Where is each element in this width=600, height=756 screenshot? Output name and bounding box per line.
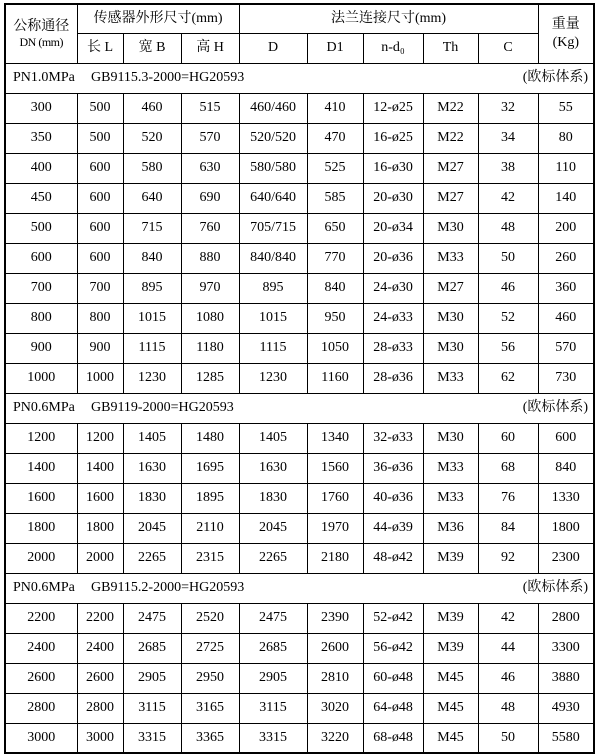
cell: 520 [123,123,181,153]
cell: 2475 [239,603,307,633]
cell: 520/520 [239,123,307,153]
cell: 880 [181,243,239,273]
dn-subtitle: DN (mm) [19,34,63,49]
section-standard-label: GB9119-2000=HG20593 [91,399,234,415]
cell: 12-ø25 [363,93,423,123]
cell: 580 [123,153,181,183]
cell: 62 [478,363,538,393]
cell: 450 [5,183,77,213]
cell: 3315 [123,723,181,753]
cell: 52 [478,303,538,333]
cell: 1160 [307,363,363,393]
cell: 895 [239,273,307,303]
cell: 2600 [77,663,123,693]
cell: 1400 [5,453,77,483]
cell: 46 [478,663,538,693]
cell: 2600 [307,633,363,663]
cell: 56 [478,333,538,363]
cell: 34 [478,123,538,153]
cell: 460 [538,303,594,333]
cell: 1050 [307,333,363,363]
table-row [5,603,594,633]
table-row [5,543,594,573]
cell: 950 [307,303,363,333]
cell: 2800 [77,693,123,723]
dn-title: 公称通径 [13,19,70,35]
cell: 1600 [77,483,123,513]
cell: 76 [478,483,538,513]
column-header-length-l: 长 L [77,33,123,63]
cell: 1630 [239,453,307,483]
table-row [5,183,594,213]
cell: 3000 [77,723,123,753]
cell: M39 [423,543,478,573]
cell: 2315 [181,543,239,573]
cell: 32 [478,93,538,123]
cell: M27 [423,273,478,303]
cell: 515 [181,93,239,123]
table-header [5,4,594,63]
cell: 600 [77,153,123,183]
cell: 3115 [239,693,307,723]
cell: 800 [5,303,77,333]
cell: 2800 [538,603,594,633]
cell: 840 [123,243,181,273]
cell: 700 [77,273,123,303]
section-header-row [5,573,594,603]
cell: 60 [478,423,538,453]
section-header-cell [5,63,594,93]
cell: M27 [423,183,478,213]
cell: 1800 [538,513,594,543]
cell: 3020 [307,693,363,723]
section-standard-label: GB9115.3-2000=HG20593 [91,69,245,85]
column-header-weight [538,4,594,63]
cell: 715 [123,213,181,243]
cell: 2390 [307,603,363,633]
weight-subtitle: (Kg) [552,34,580,50]
cell: 690 [181,183,239,213]
cell: 28-ø33 [363,333,423,363]
cell: 1830 [123,483,181,513]
cell: 800 [77,303,123,333]
cell: 1560 [307,453,363,483]
cell: 460 [123,93,181,123]
cell: 705/715 [239,213,307,243]
dimension-spec-table [4,3,595,754]
cell: 1760 [307,483,363,513]
cell: 1115 [239,333,307,363]
cell: 500 [77,93,123,123]
cell: 40-ø36 [363,483,423,513]
section-note-label: (欧标体系) [522,399,589,415]
cell: 900 [5,333,77,363]
cell: 3165 [181,693,239,723]
cell: 1115 [123,333,181,363]
cell: 16-ø25 [363,123,423,153]
cell: 1015 [239,303,307,333]
cell: 1285 [181,363,239,393]
cell: 2400 [5,633,77,663]
weight-title: 重量 [551,17,580,33]
cell: 1200 [5,423,77,453]
table-row [5,273,594,303]
cell: 1000 [77,363,123,393]
cell: 2200 [5,603,77,633]
cell: 300 [5,93,77,123]
cell: M36 [423,513,478,543]
cell: 770 [307,243,363,273]
group-header-sensor-dimensions: 传感器外形尺寸(mm) [77,4,239,33]
cell: 140 [538,183,594,213]
cell: 580/580 [239,153,307,183]
cell: 1405 [239,423,307,453]
cell: 68 [478,453,538,483]
section-header-cell [5,573,594,603]
cell: 570 [538,333,594,363]
column-header-n-d0: n-d₀ [363,33,423,63]
cell: 68-ø48 [363,723,423,753]
cell: 28-ø36 [363,363,423,393]
cell: 1630 [123,453,181,483]
cell: 650 [307,213,363,243]
cell: 42 [478,183,538,213]
column-header-c: C [478,33,538,63]
cell: M27 [423,153,478,183]
cell: 48 [478,693,538,723]
cell: 900 [77,333,123,363]
cell: 20-ø30 [363,183,423,213]
cell: 2685 [123,633,181,663]
cell: 2300 [538,543,594,573]
cell: 2800 [5,693,77,723]
cell: 1230 [123,363,181,393]
cell: 600 [77,243,123,273]
cell: 895 [123,273,181,303]
cell: 1895 [181,483,239,513]
cell: 525 [307,153,363,183]
cell: 1000 [5,363,77,393]
cell: 2520 [181,603,239,633]
column-header-dn [5,4,77,63]
column-header-height-h: 高 H [181,33,239,63]
cell: 640 [123,183,181,213]
cell: 410 [307,93,363,123]
cell: M39 [423,603,478,633]
cell: 3220 [307,723,363,753]
cell: 360 [538,273,594,303]
cell: 2045 [123,513,181,543]
cell: 1200 [77,423,123,453]
cell: 16-ø30 [363,153,423,183]
cell: 64-ø48 [363,693,423,723]
cell: 2265 [239,543,307,573]
section-pressure-label: PN0.6MPa [13,579,75,595]
cell: M30 [423,213,478,243]
cell: 600 [5,243,77,273]
cell: 730 [538,363,594,393]
cell: M45 [423,693,478,723]
cell: M30 [423,303,478,333]
cell: 24-ø30 [363,273,423,303]
table-row [5,303,594,333]
cell: 760 [181,213,239,243]
cell: 5580 [538,723,594,753]
cell: 585 [307,183,363,213]
cell: 24-ø33 [363,303,423,333]
cell: 38 [478,153,538,183]
cell: 2600 [5,663,77,693]
cell: 1080 [181,303,239,333]
table-row [5,153,594,183]
cell: 20-ø36 [363,243,423,273]
cell: M33 [423,483,478,513]
cell: 2950 [181,663,239,693]
cell: 2110 [181,513,239,543]
cell: 1405 [123,423,181,453]
cell: 400 [5,153,77,183]
cell: 200 [538,213,594,243]
cell: 1695 [181,453,239,483]
cell: 3115 [123,693,181,723]
table-row [5,243,594,273]
cell: 2265 [123,543,181,573]
group-header-flange-dimensions: 法兰连接尺寸(mm) [239,4,538,33]
cell: 3365 [181,723,239,753]
cell: 2685 [239,633,307,663]
cell: 1970 [307,513,363,543]
table-row [5,453,594,483]
cell: 44-ø39 [363,513,423,543]
cell: 600 [77,183,123,213]
table-row [5,213,594,243]
section-pressure-label: PN0.6MPa [13,399,75,415]
column-header-d: D [239,33,307,63]
cell: 2000 [77,543,123,573]
cell: 1015 [123,303,181,333]
table-row [5,693,594,723]
cell: 1480 [181,423,239,453]
cell: 600 [538,423,594,453]
cell: 840 [538,453,594,483]
cell: 500 [5,213,77,243]
cell: 1180 [181,333,239,363]
cell: 46 [478,273,538,303]
table-row [5,333,594,363]
cell: M39 [423,633,478,663]
cell: 48 [478,213,538,243]
cell: 600 [77,213,123,243]
cell: 970 [181,273,239,303]
cell: 52-ø42 [363,603,423,633]
cell: M30 [423,333,478,363]
cell: 3000 [5,723,77,753]
cell: 2810 [307,663,363,693]
table-row [5,633,594,663]
cell: 2045 [239,513,307,543]
table-body [5,63,594,753]
cell: 2905 [123,663,181,693]
cell: M33 [423,453,478,483]
cell: 4930 [538,693,594,723]
cell: 32-ø33 [363,423,423,453]
cell: 50 [478,243,538,273]
cell: 2400 [77,633,123,663]
cell: 50 [478,723,538,753]
cell: 1600 [5,483,77,513]
cell: 1230 [239,363,307,393]
cell: 48-ø42 [363,543,423,573]
table-row [5,723,594,753]
column-header-width-b: 宽 B [123,33,181,63]
table-row [5,483,594,513]
cell: M33 [423,363,478,393]
cell: 3880 [538,663,594,693]
cell: 1800 [5,513,77,543]
section-note-label: (欧标体系) [522,69,589,85]
cell: 56-ø42 [363,633,423,663]
cell: 700 [5,273,77,303]
cell: 92 [478,543,538,573]
cell: M22 [423,123,478,153]
section-pressure-label: PN1.0MPa [13,69,75,85]
cell: 60-ø48 [363,663,423,693]
cell: 2475 [123,603,181,633]
cell: 3315 [239,723,307,753]
cell: M45 [423,723,478,753]
section-header-row [5,63,594,93]
cell: 3300 [538,633,594,663]
cell: M30 [423,423,478,453]
cell: 840/840 [239,243,307,273]
cell: 42 [478,603,538,633]
cell: 20-ø34 [363,213,423,243]
column-header-th: Th [423,33,478,63]
cell: 36-ø36 [363,453,423,483]
cell: 55 [538,93,594,123]
section-header-row [5,393,594,423]
table-row [5,663,594,693]
cell: 44 [478,633,538,663]
cell: M22 [423,93,478,123]
cell: 80 [538,123,594,153]
cell: 1800 [77,513,123,543]
cell: 570 [181,123,239,153]
cell: 110 [538,153,594,183]
cell: 460/460 [239,93,307,123]
column-header-d1: D1 [307,33,363,63]
table-row [5,513,594,543]
cell: 2200 [77,603,123,633]
cell: 2000 [5,543,77,573]
cell: M45 [423,663,478,693]
cell: 1400 [77,453,123,483]
section-standard-label: GB9115.2-2000=HG20593 [91,579,245,595]
cell: 640/640 [239,183,307,213]
table-row [5,123,594,153]
cell: 1340 [307,423,363,453]
cell: 1330 [538,483,594,513]
section-note-label: (欧标体系) [522,579,589,595]
cell: 2725 [181,633,239,663]
cell: 2905 [239,663,307,693]
cell: 500 [77,123,123,153]
cell: 470 [307,123,363,153]
cell: 2180 [307,543,363,573]
cell: 350 [5,123,77,153]
cell: 260 [538,243,594,273]
table-row [5,93,594,123]
cell: M33 [423,243,478,273]
section-header-cell [5,393,594,423]
cell: 840 [307,273,363,303]
cell: 630 [181,153,239,183]
cell: 84 [478,513,538,543]
table-row [5,423,594,453]
cell: 1830 [239,483,307,513]
table-row [5,363,594,393]
